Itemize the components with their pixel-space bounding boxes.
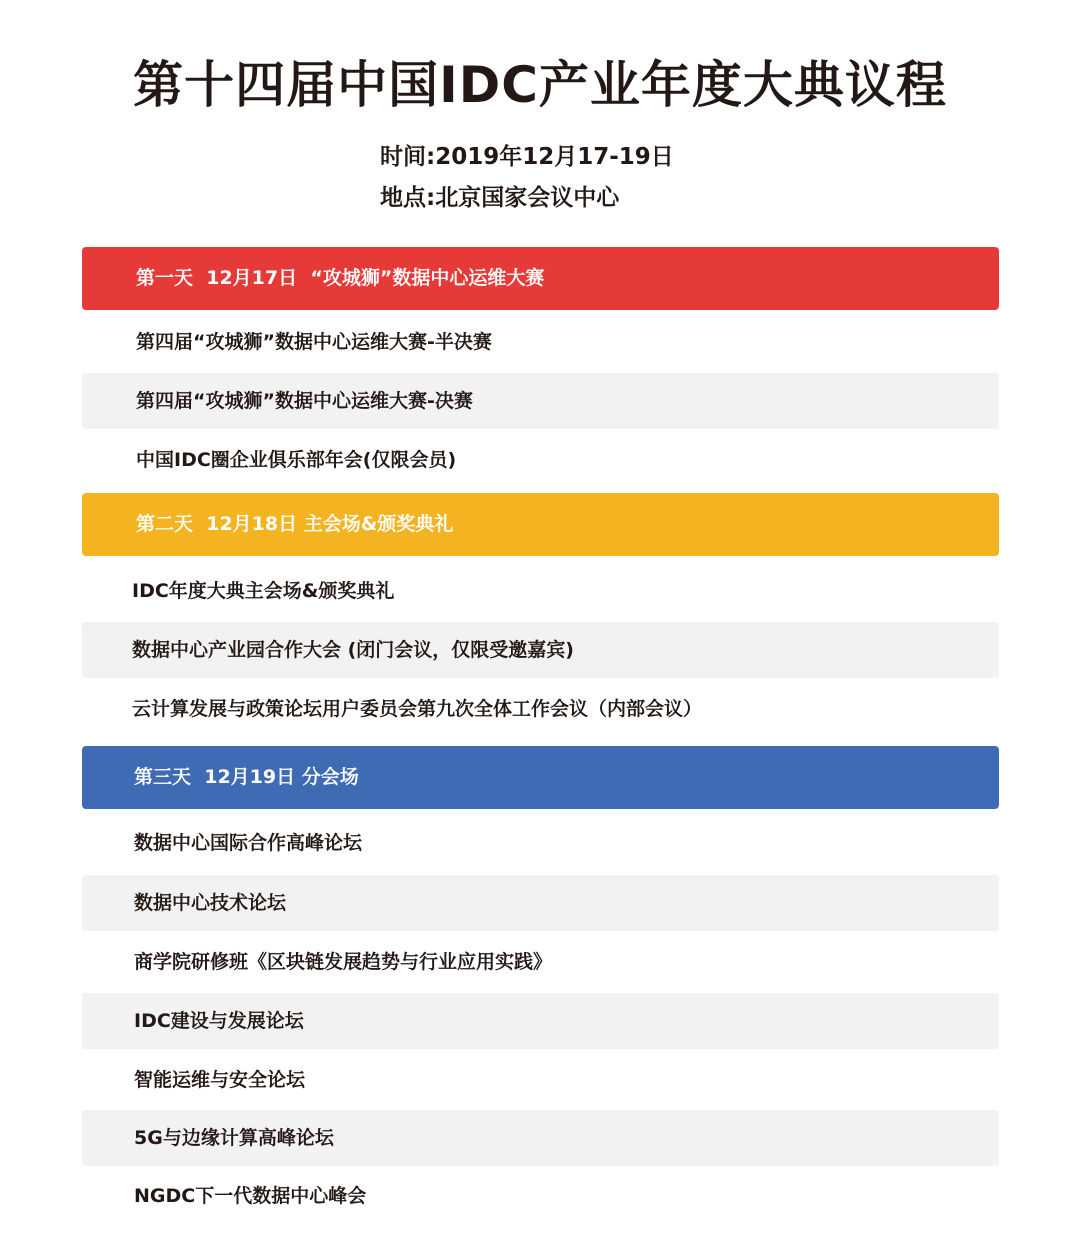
agenda-item: 数据中心产业园合作大会 (闭门会议，仅限受邀嘉宾) [82,622,999,678]
agenda-item: IDC年度大典主会场&颁奖典礼 [132,580,395,602]
page-title: 第十四届中国IDC产业年度大典议程 [133,56,947,114]
agenda-item: 智能运维与安全论坛 [134,1069,306,1091]
agenda-item: IDC建设与发展论坛 [82,993,999,1049]
day-1-header: 第一天 12月17日 “攻城狮”数据中心运维大赛 [82,247,999,310]
agenda-item: 数据中心国际合作高峰论坛 [134,832,363,854]
event-time: 时间:2019年12月17-19日 [380,144,674,170]
agenda-item: 数据中心技术论坛 [82,875,999,931]
event-place: 地点:北京国家会议中心 [380,185,620,211]
agenda-item: 云计算发展与政策论坛用户委员会第九次全体工作会议（内部会议） [132,698,703,720]
agenda-item: 5G与边缘计算高峰论坛 [82,1110,999,1166]
agenda-item: 商学院研修班《区块链发展趋势与行业应用实践》 [134,951,553,973]
agenda-item: NGDC下一代数据中心峰会 [134,1185,367,1207]
day-3-header: 第三天 12月19日 分会场 [82,746,999,809]
agenda-item: 第四届“攻城狮”数据中心运维大赛-决赛 [82,373,999,429]
day-2-header: 第二天 12月18日 主会场&颁奖典礼 [82,493,999,556]
agenda-item: 中国IDC圈企业俱乐部年会(仅限会员) [136,449,457,471]
agenda-item: 第四届“攻城狮”数据中心运维大赛-半决赛 [136,331,492,353]
